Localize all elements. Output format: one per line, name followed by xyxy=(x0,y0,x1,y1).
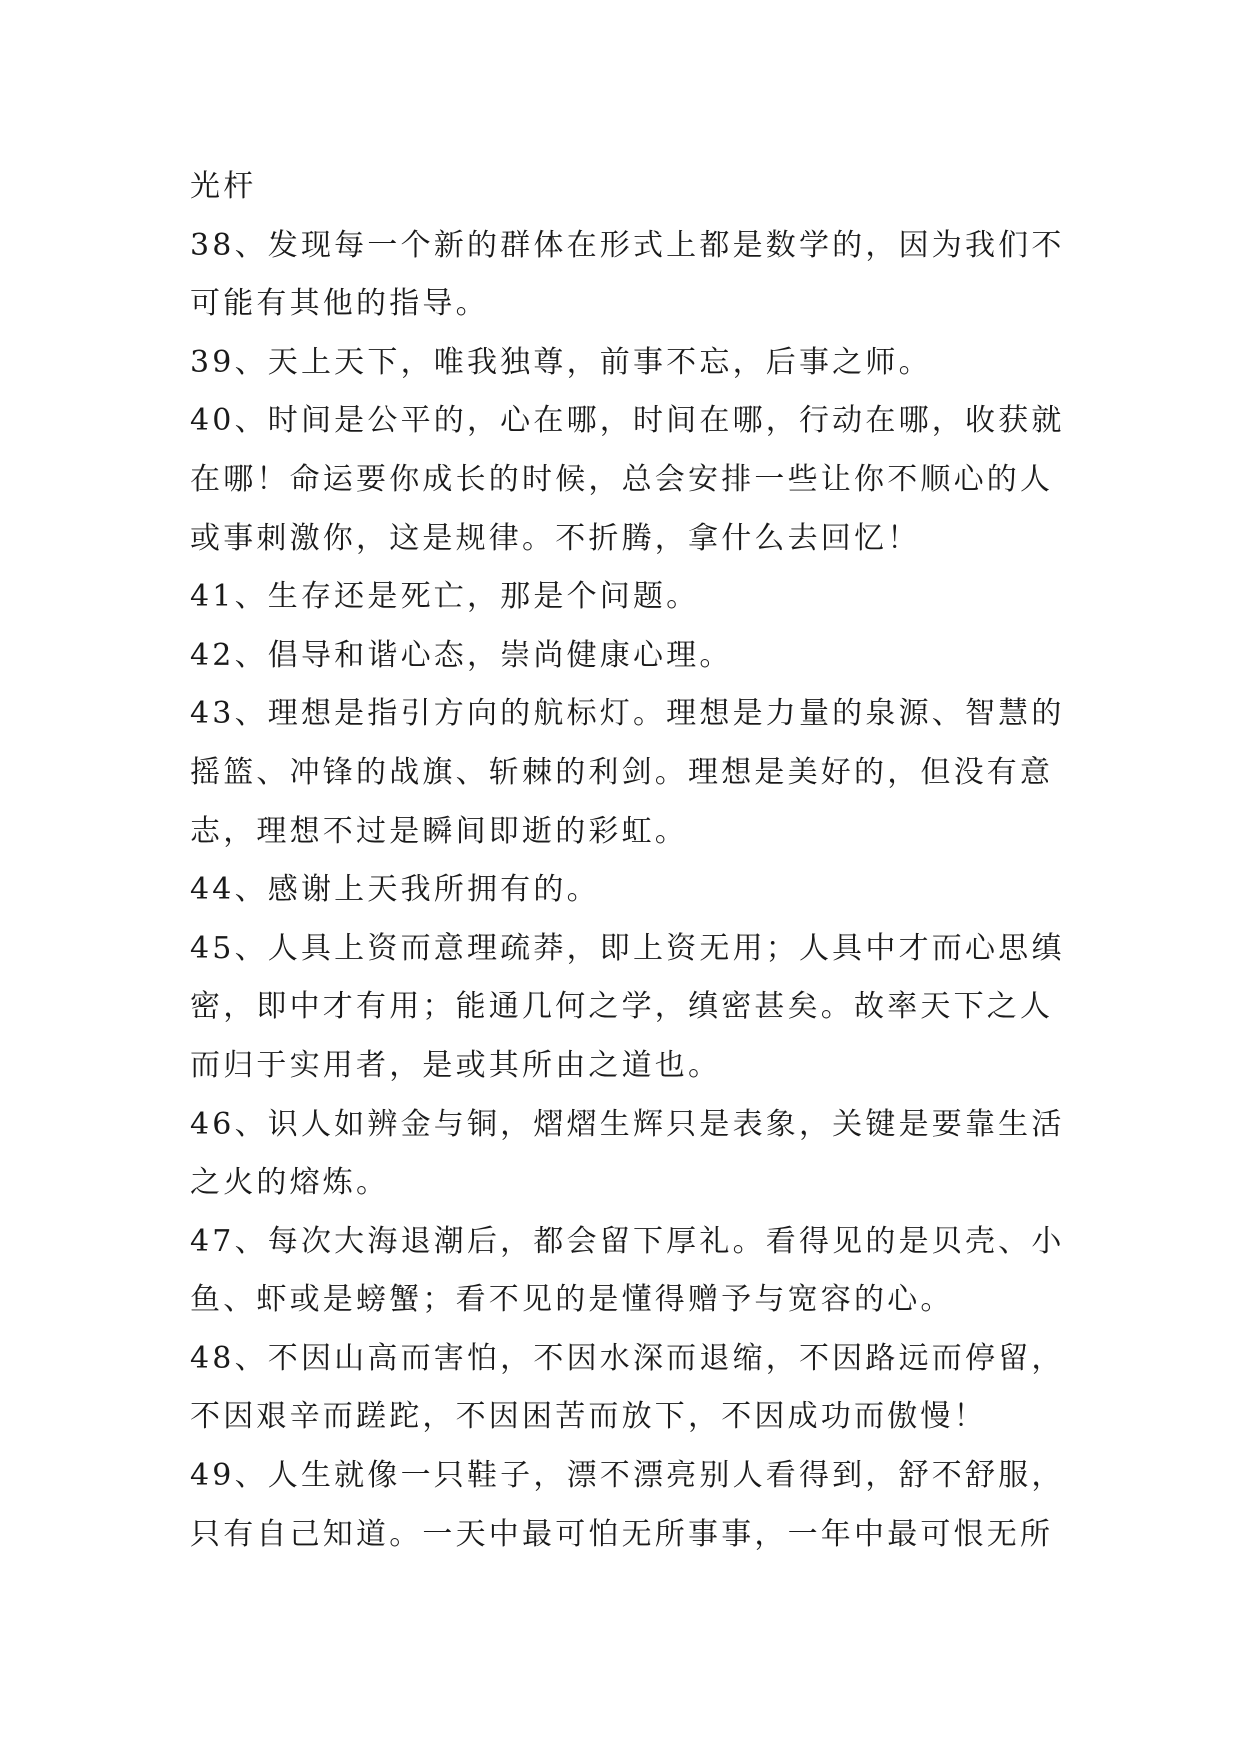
text-line: 40、时间是公平的，心在哪，时间在哪，行动在哪，收获就 xyxy=(190,403,1065,439)
text-line: 39、天上天下，唯我独尊，前事不忘，后事之师。 xyxy=(190,344,932,380)
text-line: 鱼、虾或是螃蟹；看不见的是懂得赠予与宽容的心。 xyxy=(190,1282,954,1318)
text-line: 之火的熔炼。 xyxy=(190,1165,390,1201)
text-line: 47、每次大海退潮后，都会留下厚礼。看得见的是贝壳、小 xyxy=(190,1223,1065,1259)
text-line: 44、感谢上天我所拥有的。 xyxy=(190,872,600,908)
text-line: 密，即中才有用；能通几何之学，缜密甚矣。故率天下之人 xyxy=(190,989,1054,1025)
text-line: 可能有其他的指导。 xyxy=(190,286,489,322)
document-body xyxy=(190,158,1070,1564)
text-line: 45、人具上资而意理疏莽，即上资无用；人具中才而心思缜 xyxy=(190,930,1065,966)
text-line: 49、人生就像一只鞋子，漂不漂亮别人看得到，舒不舒服， xyxy=(190,1458,1065,1494)
text-line: 而归于实用者，是或其所由之道也。 xyxy=(190,1047,722,1083)
text-line: 38、发现每一个新的群体在形式上都是数学的，因为我们不 xyxy=(190,227,1065,263)
text-line: 在哪！命运要你成长的时候，总会安排一些让你不顺心的人 xyxy=(190,461,1054,497)
text-line: 43、理想是指引方向的航标灯。理想是力量的泉源、智慧的 xyxy=(190,696,1065,732)
text-line: 41、生存还是死亡，那是个问题。 xyxy=(190,579,700,615)
text-line: 不因艰辛而蹉跎，不因困苦而放下，不因成功而傲慢！ xyxy=(190,1399,987,1435)
text-line: 或事刺激你，这是规律。不折腾，拿什么去回忆！ xyxy=(190,520,921,556)
text-line: 只有自己知道。一天中最可怕无所事事，一年中最可恨无所 xyxy=(190,1516,1054,1552)
text-line: 志，理想不过是瞬间即逝的彩虹。 xyxy=(190,813,688,849)
text-line: 46、识人如辨金与铜，熠熠生辉只是表象，关键是要靠生活 xyxy=(190,1106,1065,1142)
text-line: 42、倡导和谐心态，崇尚健康心理。 xyxy=(190,637,733,673)
text-line: 摇篮、冲锋的战旗、斩棘的利剑。理想是美好的，但没有意 xyxy=(190,754,1054,790)
text-line: 48、不因山高而害怕，不因水深而退缩，不因路远而停留， xyxy=(190,1340,1065,1376)
text-line: 光杆 xyxy=(190,169,257,204)
